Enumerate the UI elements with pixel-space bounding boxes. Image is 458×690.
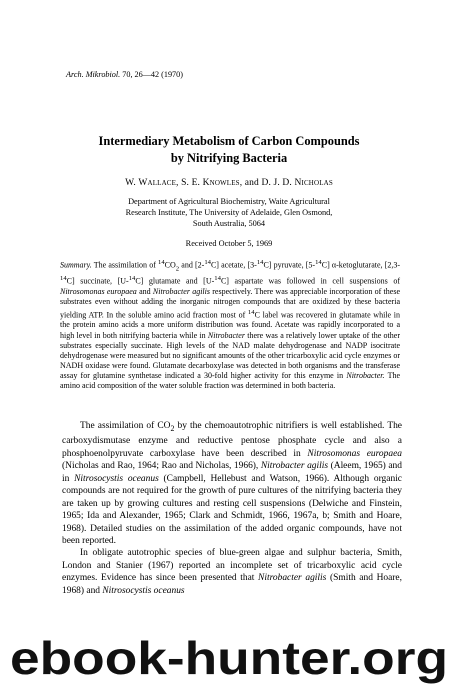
- affiliation-line-1: Department of Agricultural Biochemistry, Waite Agricultural: [128, 197, 330, 206]
- summary-text: C] acetate, [3-: [210, 260, 257, 270]
- summary-text: respectively. There was appreciable incorporation of these substrates even without adding the inorganic nitrogen compounds that are oxidized by these bacteria yielding ATP. In the soluble amino acid fraction most of: [60, 287, 400, 320]
- summary-text: C] α-ketoglutarate, [2,3-: [321, 260, 400, 270]
- body-paragraph-2: [62, 547, 402, 597]
- species-name: Nitrosomonas europaea: [307, 448, 402, 459]
- body-text-run: (Smith and Hoare, 1968) and: [62, 573, 402, 596]
- body-text: [62, 420, 402, 597]
- isotope-superscript: 14: [60, 275, 67, 283]
- summary-text: and: [136, 287, 153, 297]
- author-surname: Knowles: [202, 178, 240, 188]
- isotope-superscript: 14: [315, 259, 322, 266]
- summary-text: there was a relatively lower uptake of the other substrates especially succinate. High levels of the NAD malate dehydrogenase and NADP isocitrate dehydrogenase were measured but no significant amounts of the other tricarboxylic acid cycle enzymes or NADH oxidase were found. Glutamate decarboxylase was detected in both organisms and the transferase assay for glutamine synthetase indicated a 30-fold higher activity for this enzyme in: [60, 330, 400, 381]
- author-surname: Nicholas: [294, 178, 333, 188]
- isotope-superscript: 14: [204, 259, 211, 266]
- body-text-run: (Nicholas and Rao, 1964; Rao and Nicholas, 1966),: [62, 461, 261, 472]
- subscript: 2: [170, 423, 175, 433]
- species-name: Nitrobacter agilis: [258, 573, 327, 584]
- author-list: W. Wallace, S. E. Knowles, and D. J. D. Nicholas: [125, 178, 333, 188]
- body-text-run: by the chemoautotrophic nitrifiers is well established. The carboxydismutase enzyme and reductive pentose phosphate cycle and also a phosphoenolpyruvate carboxylase have been described in: [62, 421, 402, 459]
- isotope-superscript: 14: [247, 308, 255, 316]
- species-name: Nitrobacter.: [346, 371, 385, 381]
- summary-text: C] glutamate and [U-: [135, 277, 215, 287]
- body-text-run: The assimilation of CO: [80, 421, 171, 431]
- author-initials: S. E.: [181, 178, 201, 188]
- summary-abstract: [60, 258, 400, 391]
- species-name: Nitrosocystis oceanus: [74, 473, 159, 484]
- isotope-superscript: 14: [128, 275, 136, 283]
- author-surname: Wallace: [138, 178, 177, 188]
- summary-text: and [2-: [179, 260, 205, 270]
- body-text-run: (Aleem, 1965) and in: [62, 461, 402, 484]
- summary-text: C label was recovered in glutamate while in the protein amino acids a more uniform distribution was found. Acetate was rapidly incorporated to a high level in both nitrifying bacteria while in: [60, 310, 400, 340]
- summary-text: C] pyruvate, [5-: [263, 260, 316, 270]
- body-text-run: In obligate autotrophic species of blue-green algae and sulphur bacteria, Smith, London and Stanier (1967) reported an incomplete set of tricarboxylic acid cycle enzymes. Evidence has since been presented that: [62, 548, 402, 584]
- received-date: Received October 5, 1969: [185, 239, 273, 248]
- isotope-superscript: 14: [158, 259, 165, 266]
- species-name: Nitrobacter agilis: [260, 461, 329, 472]
- summary-text: C] aspartate was followed in cell suspensions of: [220, 277, 400, 287]
- watermark-text: ebook-hunter.org: [10, 632, 448, 684]
- paper-title-line-1: Intermediary Metabolism of Carbon Compounds: [98, 134, 360, 148]
- affiliation-line-2: Research Institute, The University of Adelaide, Glen Osmond,: [125, 208, 333, 217]
- species-name: Nitrobacter agilis: [152, 287, 210, 297]
- journal-volume-pages: 70, 26—42 (1970): [122, 70, 183, 79]
- journal-abbrev: Arch. Mikrobiol.: [66, 70, 121, 79]
- journal-citation: [66, 70, 183, 79]
- affiliation-line-3: South Australia, 5064: [192, 219, 266, 228]
- species-name: Nitrobacter: [207, 330, 245, 340]
- watermark-svg: [0, 632, 458, 690]
- summary-text: CO: [164, 260, 176, 270]
- species-name: Nitrosomonas europaea: [60, 287, 137, 297]
- author-initials: W.: [125, 178, 136, 188]
- summary-text: The amino acid composition of the water soluble fraction was determined in both bacteria.: [60, 371, 401, 391]
- isotope-superscript: 14: [256, 259, 264, 266]
- author-initials: D. J. D.: [261, 178, 292, 188]
- summary-text: The assimilation of: [91, 260, 159, 270]
- author-connector: , and: [239, 178, 259, 188]
- isotope-superscript: 14: [214, 275, 221, 283]
- summary-label: Summary.: [60, 260, 92, 270]
- subscript: 2: [175, 265, 180, 273]
- paper-title-line-2: by Nitrifying Bacteria: [170, 151, 288, 165]
- body-text-run: (Campbell, Hellebust and Watson, 1966). Although organic compounds are not required for the growth of pure cultures of the nitrifying bacteria they are taken up by growing cultures and resting cell suspensions (Delwiche and Finstein, 1965; Ida and Alexander, 1965; Clark and Schmidt, 1966, 1967a, b; Smith and Hoare, 1968). Detailed studies on the assimilation of the added organic compounds, have not been reported.: [62, 473, 402, 546]
- watermark-banner: [0, 632, 458, 690]
- body-paragraph-1: [62, 420, 402, 547]
- summary-text: C] succinate, [U-: [66, 277, 129, 287]
- species-name: Nitrosocystis oceanus: [102, 585, 185, 596]
